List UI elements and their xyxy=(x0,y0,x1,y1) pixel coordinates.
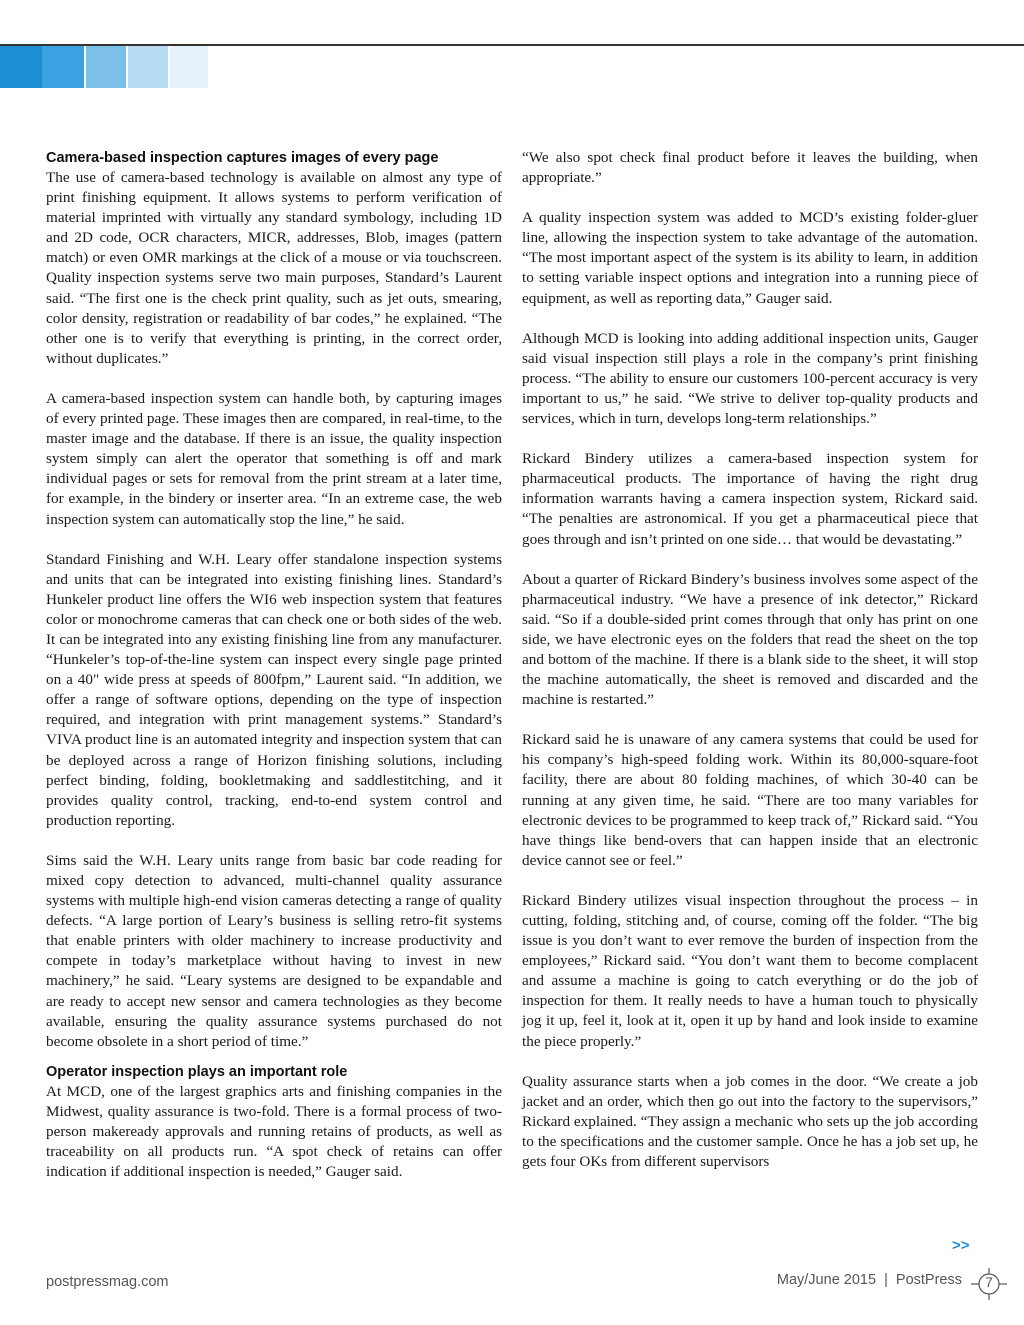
paragraph: “We also spot check final product before it leaves the building, when appropriate.” xyxy=(522,149,978,187)
paragraph: Rickard Bindery utilizes a camera-based inspection system for pharmaceutical products. The importance of having the right drug information warrants having a camera inspection system, Rickard said. “The penalties are astronomical. If you get a pharmaceutical piece that goes through and isn’t printed on one side… that would be devastating.” xyxy=(522,450,978,548)
continue-arrow[interactable]: >> xyxy=(952,1237,970,1254)
header-block-divider xyxy=(126,46,128,88)
footer-issue xyxy=(777,1272,962,1288)
paragraph: Rickard said he is unaware of any camera systems that could be used for his company’s high-speed folding work. Within its 80,000-square-foot facility, there are about 80 folding machines, of which 30-40 can be running at any given time, he said. “There are too many variables for electronic devices to be programmed to keep track of,” Rickard said. “You have things like bend-overs that can happen inside that an electronic device cannot see or feel.” xyxy=(522,731,978,869)
header-rule xyxy=(210,44,1024,46)
section-heading-operator-inspection: Operator inspection plays an important role xyxy=(46,1063,348,1080)
header-color-block-3 xyxy=(86,46,126,88)
section-heading-camera-inspection: Camera-based inspection captures images of every page xyxy=(46,150,439,166)
paragraph: About a quarter of Rickard Bindery’s business involves some aspect of the pharmaceutical industry. “We have a presence of ink detector,” Rickard said. “So if a double-sided print comes through that only has print on one side, we have electronic eyes on the folders that read the sheet on the top and bottom of the machine. If there is a blank side to the sheet, it will stop the machine automatically, the sheet is removed and discarded and the machine is restarted.” xyxy=(522,570,978,709)
paragraph: Rickard Bindery utilizes visual inspection throughout the process – in cutting, folding, stitching and, of course, coming off the folder. “The big issue is you don’t want to ever remove the burden of inspection from the employees,” Rickard said. “You don’t want them to become complacent and assume a machine is going to catch everything or do the job of inspection for them. It really needs to have a human touch to physically jog it up, feel it, look at it, open it up by hand and look inside to examine the piece properly.” xyxy=(522,891,978,1050)
paragraph: The use of camera-based technology is available on almost any type of print finishing equipment. It allows systems to perform verification of material imprinted with virtually any standard symbology, including 1D and 2D code, OCR characters, MICR, addresses, Blob, images (pattern match) or even OMR markings at the click of a mouse or via touchscreen. Quality inspection systems serve two main purposes, Standard’s Laurent said. “The first one is the check print quality, such as jet outs, smearing, color density, registration or readability of bar codes,” he explained. “The other one is to verify that everything is printing, in the correct order, without duplicates.” xyxy=(46,169,502,367)
article-column-left xyxy=(46,148,502,1202)
paragraph: Standard Finishing and W.H. Leary offer standalone inspection systems and units that can be integrated into existing finishing lines. Standard’s Hunkeler product line offers the WI6 web inspection system that features color or monochrome cameras that can check one or both sides of the web. It can be integrated into any existing finishing line from any manufacturer. “Hunkeler’s top-of-the-line system can inspect every single page printed on a 40" wide press at speeds of 800fpm,” Laurent said. “In addition, we offer a range of software options, depending on the type of inspection required, and integration with print management systems.” Standard’s VIVA product line is an automated integrity and inspection system that can be deployed across a range of Horizon finishing solutions, including perfect binding, folding, bookletmaking and saddlestitching, and it provides quality control, tracking, end-to-end system control and production reporting. xyxy=(46,550,502,829)
paragraph: Sims said the W.H. Leary units range from basic bar code reading for mixed copy detection to advanced, multi-channel quality assurance systems with multiple high-end vision cameras detecting a range of quality defects. “A large portion of Leary’s business is selling retro-fit systems that enable printers with older machinery to increase productivity and compete in today’s marketplace without having to invest in new machinery,” he said. “Leary systems are designed to be expandable and are ready to accept new sensor and camera technologies as they become available, ensuring the quality assurance systems purchased do not become obsolete in a short period of time.” xyxy=(46,851,502,1050)
page-number-badge xyxy=(971,1266,1007,1302)
footer-issue-text: May/June 2015 | PostPress xyxy=(776,1272,962,1288)
page-number: 7 xyxy=(985,1274,993,1290)
paragraph: Quality assurance starts when a job comes in the door. “We create a job jacket and an order, which then go out into the factory to the supervisors,” Rickard explained. “They assign a mechanic who sets up the job according to the specifications and the customer sample. Once he has a job set up, he gets four OKs from different supervisors xyxy=(522,1072,978,1171)
header-color-block-4 xyxy=(128,46,168,88)
paragraph: A camera-based inspection system can handle both, by capturing images of every printed page. These images then are compared, in real-time, to the master image and the database. If there is an issue, the quality inspection system simply can alert the operator that something is off and mark individual pages or sets for removal from the print stream at a later time, for example, in the bindery or inserter area. “In an extreme case, the web inspection system can automatically stop the line,” he said. xyxy=(46,389,502,528)
header-block-divider xyxy=(84,46,86,88)
header-color-block-2 xyxy=(42,46,84,88)
header-bar xyxy=(0,44,1024,88)
paragraph: Although MCD is looking into adding additional inspection units, Gauger said visual inspection still plays a role in the company’s print finishing process. “The ability to ensure our customers 100-percent accuracy is very important to us,” he said. “We strive to deliver top-quality products and services, which in turn, develops long-term relationships.” xyxy=(522,329,978,428)
header-color-block-1 xyxy=(0,46,42,88)
paragraph: A quality inspection system was added to MCD’s existing folder-gluer line, allowing the inspection system to take advantage of the automation. “The most important aspect of the system is its ability to learn, in addition to setting variable inspect options and integration into a running piece of equipment, as well as reporting data,” Gauger said. xyxy=(522,209,978,307)
footer-website: postpressmag.com xyxy=(46,1274,169,1290)
article-column-right xyxy=(522,148,978,1192)
header-block-divider xyxy=(208,46,210,88)
header-color-block-5 xyxy=(170,46,208,88)
header-block-divider xyxy=(168,46,170,88)
paragraph: At MCD, one of the largest graphics arts and finishing companies in the Midwest, quality assurance is two-fold. There is a formal process of two-person makeready approvals and running retains of products, as well as traceability on all products run. “A spot check of retains can offer indication if additional inspection is needed,” Gauger said. xyxy=(46,1082,502,1181)
